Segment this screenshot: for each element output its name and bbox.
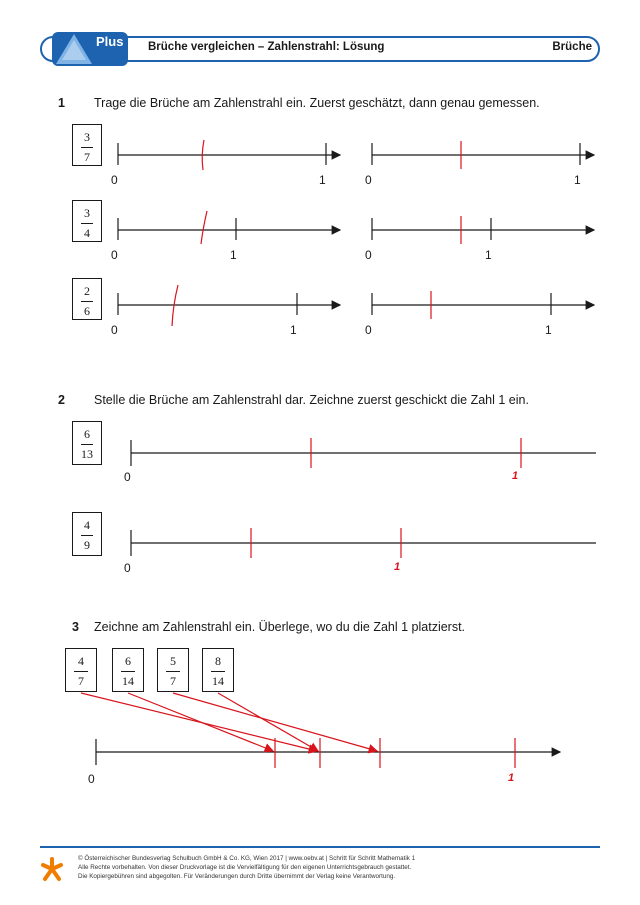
zero-label: 0 [111,173,118,187]
fraction-numerator: 6 [125,654,131,668]
fraction-denominator: 7 [78,674,84,688]
footer-line-2: Alle Rechte vorbehalten. Von dieser Druckvorlage ist die Vervielfältigung für den eigenen Unterrichtsgebrauch gestattet. [78,864,412,871]
zero-label: 0 [365,173,372,187]
fraction-denominator: 6 [84,304,90,318]
fraction-denominator: 7 [84,150,90,164]
fraction-numerator: 3 [84,206,90,220]
task1-text: Trage die Brüche am Zahlenstrahl ein. Zuerst geschätzt, dann genau gemessen. [94,96,540,110]
footer-line-1: © Österreichischer Bundesverlag Schulbuch GmbH & Co. KG, Wien 2017 | www.oebv.at | Schritt für Schritt Mathematik 1 [78,855,416,862]
zero-label: 0 [124,561,131,575]
estimate-mark [201,211,207,244]
topic-label: Brüche [552,41,592,53]
one-label: 1 [319,173,326,187]
one-label: 1 [574,173,581,187]
fraction-denominator: 14 [212,674,224,688]
zero-label: 0 [124,470,131,484]
fraction-denominator: 7 [170,674,176,688]
one-label: 1 [545,323,552,337]
fraction-denominator: 9 [84,538,90,552]
oebv-star-icon [40,856,64,882]
one-label-solution: 1 [394,561,401,573]
fraction-numerator: 3 [84,130,90,144]
fraction-numerator: 2 [84,284,90,298]
zero-label: 0 [111,248,118,262]
footer-line [40,846,600,848]
logo-text: Plus [96,34,124,49]
zero-label: 0 [365,248,372,262]
zero-label: 0 [111,323,118,337]
footer-text [78,854,598,881]
task2-number: 2 [58,393,65,407]
one-label-solution: 1 [508,772,515,784]
fraction-denominator: 13 [81,447,93,461]
fraction-denominator: 14 [122,674,134,688]
page-title: Brüche vergleichen – Zahlenstrahl: Lösung [148,41,385,53]
zero-label: 0 [365,323,372,337]
one-label: 1 [290,323,297,337]
arrow-6-14 [128,693,273,751]
fraction-numerator: 4 [78,654,84,668]
arrow-8-14 [218,693,318,751]
fraction-numerator: 8 [215,654,221,668]
one-label: 1 [485,248,492,262]
zero-label: 0 [88,772,95,786]
fraction-numerator: 4 [84,518,90,532]
fraction-numerator: 5 [170,654,176,668]
fraction-numerator: 6 [84,427,90,441]
task3-number: 3 [72,620,79,634]
task2-text: Stelle die Brüche am Zahlenstrahl dar. Zeichne zuerst geschickt die Zahl 1 ein. [94,393,529,407]
one-label-solution: 1 [512,470,519,482]
task1-number: 1 [58,96,65,110]
footer-line-3: Die Kopiergebühren sind abgegolten. Für Veränderungen durch Dritte übernimmt der Verlag keine Verantwortung. [78,873,396,880]
one-label: 1 [230,248,237,262]
fraction-denominator: 4 [84,226,90,240]
task3-text: Zeichne am Zahlenstrahl ein. Überlege, wo du die Zahl 1 platzierst. [94,620,466,634]
